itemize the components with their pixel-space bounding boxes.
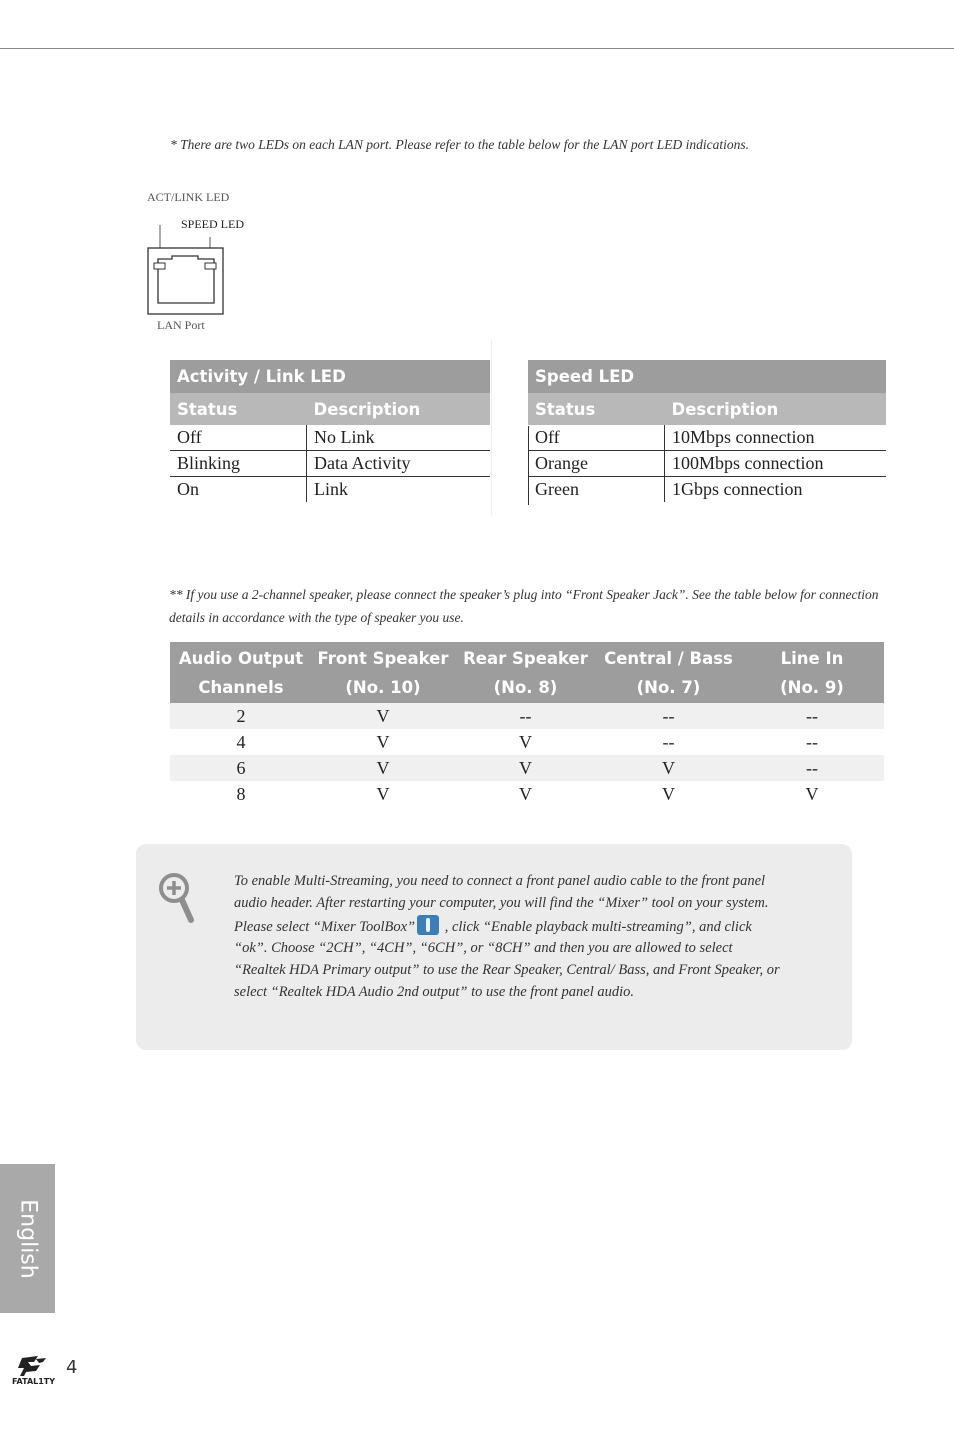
central-bass-cell: V <box>662 783 675 804</box>
table-row <box>528 451 886 477</box>
status-cell: Blinking <box>170 451 307 477</box>
channels-cell: 2 <box>170 703 312 729</box>
status-cell: Green <box>528 477 665 503</box>
speed-led-label: SPEED LED <box>181 217 244 231</box>
header-rear-speaker: Rear Speaker (No. 8) <box>454 642 597 703</box>
front-speaker-cell: V <box>312 755 454 781</box>
description-cell: Link <box>314 479 348 499</box>
line-in-cell: -- <box>740 755 884 781</box>
line-in-cell: -- <box>740 703 884 729</box>
status-cell: On <box>170 477 307 503</box>
rear-speaker-cell: V <box>519 731 532 752</box>
table-row <box>170 729 884 755</box>
channels-cell: 6 <box>170 755 312 781</box>
activity-led-table <box>170 360 490 502</box>
top-rule <box>0 48 954 49</box>
central-bass-cell: V <box>597 755 740 781</box>
header-audio-output-channels: Audio Output Channels <box>170 642 312 703</box>
front-speaker-cell: V <box>312 703 454 729</box>
tip-box <box>136 844 852 1050</box>
column-divider <box>491 340 492 515</box>
table-row <box>170 755 884 781</box>
svg-text:FATAL1TY: FATAL1TY <box>12 1377 56 1386</box>
table-row <box>528 425 886 451</box>
status-cell: Off <box>170 425 307 451</box>
description-cell: 1Gbps connection <box>672 479 803 499</box>
header-line-in: Line In (No. 9) <box>740 642 884 703</box>
central-bass-cell: -- <box>662 731 675 752</box>
magnifier-plus-icon <box>158 872 198 926</box>
description-cell: No Link <box>307 425 491 451</box>
channels-cell: 8 <box>236 783 246 804</box>
table-row <box>170 703 884 729</box>
table-row <box>170 477 490 503</box>
status-cell: Orange <box>528 451 665 477</box>
description-cell: Data Activity <box>307 451 491 477</box>
header-front-speaker: Front Speaker (No. 10) <box>312 642 454 703</box>
central-bass-cell: -- <box>597 703 740 729</box>
header-central-bass: Central / Bass (No. 7) <box>597 642 740 703</box>
speed-table-title: Speed LED <box>528 360 886 393</box>
activity-table-title: Activity / Link LED <box>170 360 490 393</box>
rear-speaker-cell: -- <box>454 703 597 729</box>
mixer-toolbox-icon <box>417 915 439 935</box>
act-link-led-label: ACT/LINK LED <box>147 190 230 204</box>
rear-speaker-cell: V <box>454 755 597 781</box>
activity-col-status: Status <box>170 393 307 425</box>
language-side-tab <box>0 1164 55 1313</box>
audio-output-table <box>170 642 884 807</box>
status-cell: Off <box>528 425 665 451</box>
fatal1ty-logo <box>12 1354 62 1388</box>
speed-col-status: Status <box>528 393 665 425</box>
lan-port-label: LAN Port <box>157 318 205 332</box>
lan-led-note: * There are two LEDs on each LAN port. Please refer to the table below for the LAN port LED indications. <box>170 137 749 152</box>
side-tab-label: English <box>15 1198 40 1279</box>
activity-col-description: Description <box>307 393 491 425</box>
line-in-cell: -- <box>806 731 818 752</box>
speed-led-table <box>528 360 886 502</box>
description-cell: 100Mbps connection <box>665 451 887 477</box>
speaker-note: ** If you use a 2-channel speaker, please connect the speaker’s plug into “Front Speaker Jack”. See the table below for connection details in accordance with the type of speaker you use. <box>169 587 879 625</box>
table-row <box>170 781 884 807</box>
line-in-cell: V <box>805 783 819 804</box>
tip-text: To enable Multi-Streaming, you need to connect a front panel audio cable to the front panel audio header. After restarting your computer, you will find the “Mixer” tool on your system. Please select “Mixer ToolBox” , click “Enable playback multi-streaming”, and click “ok”. Choose “2CH”, “4CH”, “6CH”, or “8CH” and then you are allowed to select “Realtek HDA Primary output” to use the Rear Speaker, Central/ Bass, and Front Speaker, or select “Realtek HDA Audio 2nd output” to use the front panel audio. <box>234 873 780 1000</box>
table-row <box>528 477 886 503</box>
table-row <box>170 451 490 477</box>
front-speaker-cell: V <box>376 731 390 752</box>
page-number: 4 <box>66 1357 78 1378</box>
description-cell: 10Mbps connection <box>665 425 887 451</box>
speed-col-description: Description <box>665 393 887 425</box>
lan-port-icon <box>140 225 230 320</box>
front-speaker-cell: V <box>376 783 390 804</box>
table-row <box>170 425 490 451</box>
channels-cell: 4 <box>236 731 246 752</box>
rear-speaker-cell: V <box>519 783 532 804</box>
